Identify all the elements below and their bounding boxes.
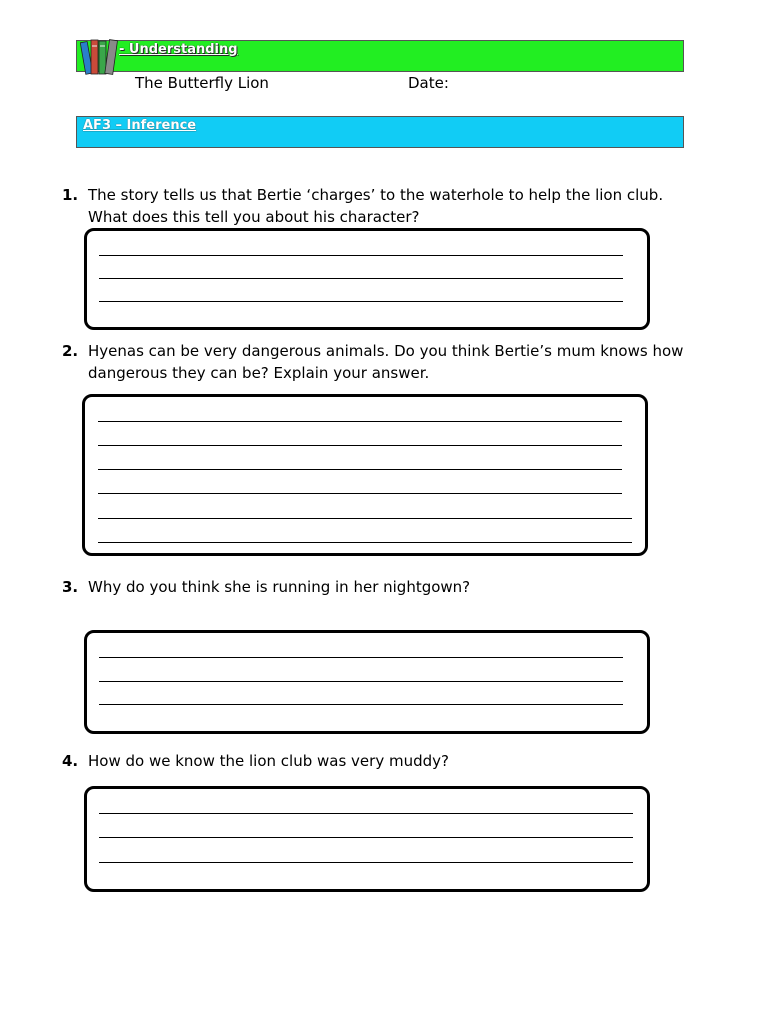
question-4: [62, 750, 449, 772]
answer-line[interactable]: [98, 469, 622, 470]
answer-line[interactable]: [99, 837, 633, 838]
question-text-line: The story tells us that Bertie ‘charges’ to the waterhole to help the lion club.: [88, 186, 664, 204]
question-3: [62, 576, 470, 598]
answer-line[interactable]: [98, 542, 632, 543]
question-1: [62, 184, 663, 228]
section-header-bar: [76, 40, 684, 72]
focus-label: AF3 – Inference: [83, 118, 197, 133]
question-text-line: How do we know the lion club was very muddy?: [88, 752, 449, 770]
question-number: 3.: [62, 578, 79, 596]
question-text-line: Why do you think she is running in her nightgown?: [88, 578, 471, 596]
answer-line[interactable]: [99, 862, 633, 863]
book-title: The Butterfly Lion: [135, 74, 269, 92]
books-icon: [80, 36, 120, 78]
question-text-line: dangerous they can be? Explain your answer.: [88, 364, 430, 382]
answer-line[interactable]: [99, 301, 623, 302]
question-2: [62, 340, 683, 384]
answer-box-2[interactable]: [82, 394, 648, 556]
question-number: 2.: [62, 342, 79, 360]
question-text-line: What does this tell you about his character?: [88, 208, 420, 226]
answer-box-3[interactable]: [84, 630, 650, 734]
answer-line[interactable]: [99, 255, 623, 256]
question-text-line: Hyenas can be very dangerous animals. Do you think Bertie’s mum knows how: [88, 342, 684, 360]
answer-line[interactable]: [98, 493, 622, 494]
answer-line[interactable]: [99, 704, 623, 705]
answer-box-4[interactable]: [84, 786, 650, 892]
answer-line[interactable]: [98, 518, 632, 519]
answer-box-1[interactable]: [84, 228, 650, 330]
question-number: 4.: [62, 752, 79, 770]
answer-line[interactable]: [98, 421, 622, 422]
answer-line[interactable]: [99, 278, 623, 279]
answer-line[interactable]: [98, 445, 622, 446]
answer-line[interactable]: [99, 813, 633, 814]
focus-header-bar: [76, 116, 684, 148]
date-label: Date:: [408, 74, 449, 92]
section-label: - Understanding: [119, 42, 238, 57]
question-number: 1.: [62, 186, 79, 204]
answer-line[interactable]: [99, 657, 623, 658]
answer-line[interactable]: [99, 681, 623, 682]
